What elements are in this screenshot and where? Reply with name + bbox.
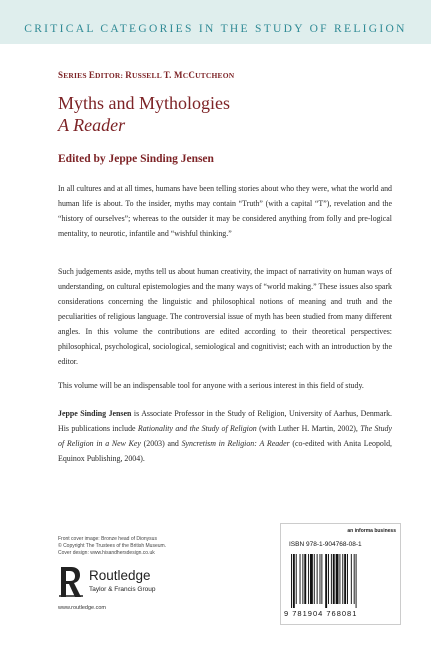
credit-line: © Copyright The Trustees of the British Museum. [58,543,167,549]
series-editor-text: S [58,70,64,80]
bio-text: (with Luther H. Martin, 2002), [256,424,361,433]
informa-business-label: an informa business [347,528,396,534]
series-editor-text: USSELL [131,71,164,80]
publisher-logo [58,566,198,600]
description-paragraph: In all cultures and at all times, humans have been telling stories about who they were, what the world and human life is about. To the insider, myths may contain “Truth” (with a capital “T”), revelation and the “history of ourselves”; whereas to the outsider it may be considered anything from folly and pre-logical mentality, to neurotic, infantile and “wishful thinking.” [58,184,392,238]
edited-by: Edited by Jeppe Sinding Jensen [58,153,214,165]
isbn-barcode-box [280,523,401,625]
bio-book-title: Syncretism in Religion: A Reader [181,439,290,448]
isbn-number: ISBN 978-1-904768-08-1 [289,541,362,548]
description-paragraph: This volume will be an indispensable tool for anyone with a serious interest in this field of study. [58,381,364,390]
series-editor-text: C [182,71,189,80]
series-editor-text: C [188,70,196,80]
series-editor-line [58,70,234,80]
author-bio [58,406,392,466]
book-subtitle: A Reader [58,115,126,135]
barcode-digits: 9 781904 768081 [284,609,358,618]
bio-book-title: Rationality and the Study of Religion [137,424,257,433]
series-editor-text: UTCHEON [195,71,235,80]
bio-text: (2003) and [140,439,182,448]
series-editor-text: E [88,70,96,80]
series-name: CRITICAL CATEGORIES IN THE STUDY OF RELIGION [24,23,407,35]
cover-credits [58,536,166,557]
publisher-name: Routledge [89,568,151,583]
credit-line: Front cover image: Bronze head of Dionysus [58,536,157,542]
publisher-website: www.routledge.com [58,605,106,611]
series-editor-text: T. M [163,70,183,80]
credit-line: Cover design: www.hisandhersdesign.co.uk [58,550,155,556]
barcode-icon [289,554,393,608]
bio-text: (co-edited with Anita Leopold, Equinox Publishing, 2004). [58,439,392,463]
bio-text: is Associate Professor in the Study of Religion, University of Aarhus, Denmark. His publications include [58,409,392,433]
series-editor-text: ERIES [63,71,89,80]
series-editor-text: DITOR: [95,71,126,80]
author-name: Jeppe Sinding Jensen [58,409,132,418]
description-paragraph: Such judgements aside, myths tell us about human creativity, the impact of narrativity on human ways of understanding, on cultural epistemologies and the many ways of “world making.” These issues also spark considerations concerning the linguistic and philosophical notions of meaning and truth and the peculiarities of religious language. The controversial issue of myth has been studied from many different angles. In this volume the contributions are edited according to their theoretical perspectives: philosophical, psychological, sociological, semiological and cognitivist; each with an introduction by the editor. [58,267,392,366]
book-title: Myths and Mythologies [58,93,231,113]
routledge-r-icon [58,566,84,598]
series-banner [0,0,431,44]
series-editor-text: R [125,70,132,80]
publisher-tagline: Taylor & Francis Group [89,586,156,593]
bio-book-title: The Study of Religion in a New Key [58,424,392,448]
